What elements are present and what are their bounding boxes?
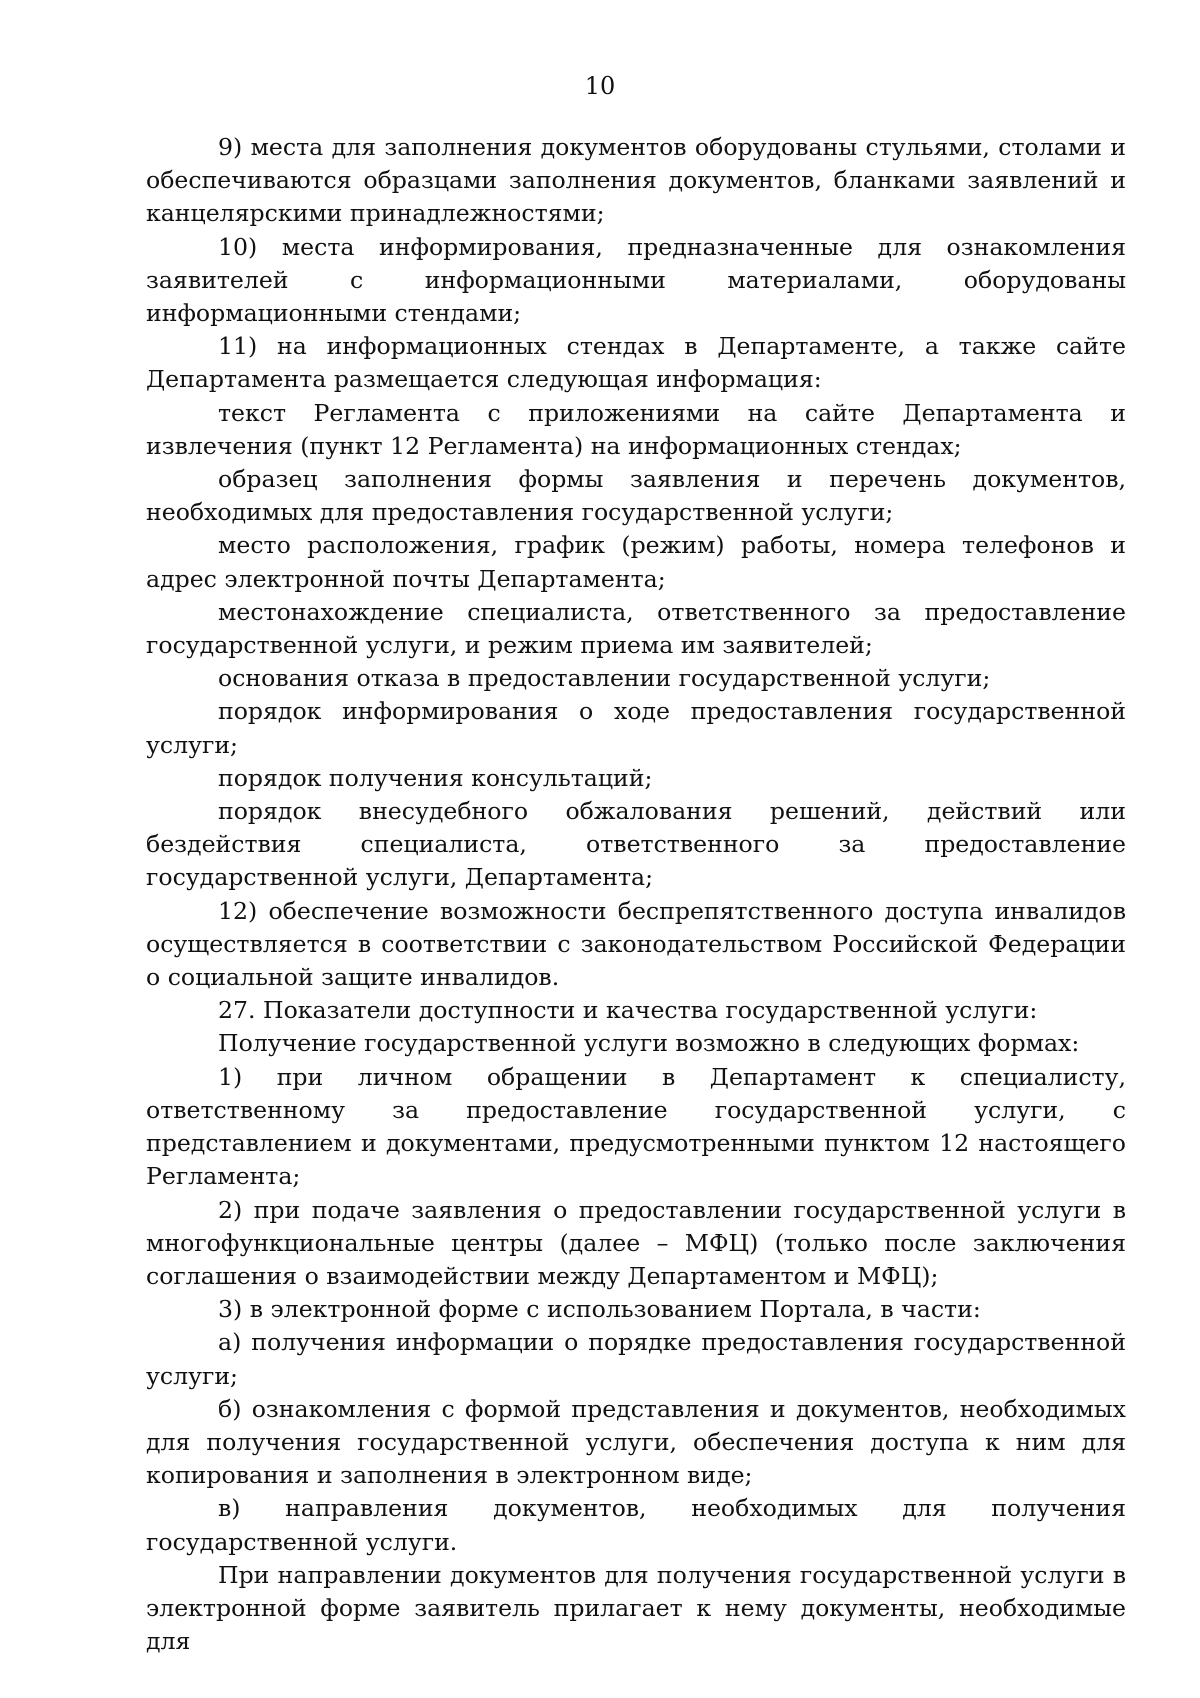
document-body bbox=[146, 131, 1126, 1658]
info-list-item-refusal-grounds: основания отказа в предоставлении государственной услуги; bbox=[218, 664, 991, 693]
info-list-item-appeal-procedure: порядок внесудебного обжалования решений, действий или бездействия специалиста, ответственного за предоставление государственной услуги, Департамента; bbox=[146, 797, 1126, 892]
service-form-item-2: 2) при подаче заявления о предоставлении государственной услуги в многофункциональные центры (далее – МФЦ) (только после заключения соглашения о взаимодействии между Департаментом и МФЦ); bbox=[146, 1195, 1126, 1290]
service-forms-intro: Получение государственной услуги возможно в следующих формах: bbox=[218, 1029, 1080, 1058]
paragraph-item-12: 12) обеспечение возможности беспрепятственного доступа инвалидов осуществляется в соответствии с законодательством Российской Федерации о социальной защите инвалидов. bbox=[146, 896, 1126, 992]
service-form-item-1: 1) при личном обращении в Департамент к специалисту, ответственному за предоставление государственной услуги, с представлением и документами, предусмотренными пунктом 12 настоящего Регламента; bbox=[146, 1062, 1126, 1191]
paragraph-item-11: 11) на информационных стендах в Департаменте, а также сайте Департамента размещается следующая информация: bbox=[146, 332, 1126, 394]
info-list-item-consultations: порядок получения консультаций; bbox=[218, 763, 653, 792]
portal-subitem-v: в) направления документов, необходимых для получения государственной услуги. bbox=[146, 1494, 1126, 1556]
section-27-heading: 27. Показатели доступности и качества государственной услуги: bbox=[218, 996, 1038, 1025]
paragraph-item-10: 10) места информирования, предназначенные для ознакомления заявителей с информационными материалами, оборудованы информационными стендами; bbox=[146, 232, 1126, 328]
info-list-item-specialist-location: местонахождение специалиста, ответственного за предоставление государственной услуги, и режим приема им заявителей; bbox=[146, 597, 1126, 660]
info-list-item-progress-info: порядок информирования о ходе предоставления государственной услуги; bbox=[146, 697, 1126, 759]
electronic-submission-paragraph: При направлении документов для получения государственной услуги в электронной форме заявитель прилагает к нему документы, необходимые для bbox=[146, 1560, 1126, 1656]
info-list-item-regulation-text: текст Регламента с приложениями на сайте Департамента и извлечения (пункт 12 Регламента) на информационных стендах; bbox=[146, 398, 1126, 460]
info-list-item-location-schedule: место расположения, график (режим) работы, номера телефонов и адрес электронной почты Департамента; bbox=[146, 531, 1126, 593]
page-number: 10 bbox=[584, 72, 616, 100]
service-form-item-3: 3) в электронной форме с использованием Портала, в части: bbox=[218, 1295, 981, 1324]
info-list-item-application-sample: образец заполнения формы заявления и перечень документов, необходимых для предоставления государственной услуги; bbox=[146, 465, 1126, 527]
paragraph-item-9: 9) места для заполнения документов оборудованы стульями, столами и обеспечиваются образцами заполнения документов, бланками заявлений и канцелярскими принадлежностями; bbox=[146, 133, 1126, 228]
portal-subitem-b: б) ознакомления с формой представления и документов, необходимых для получения государственной услуги, обеспечения доступа к ним для копирования и заполнения в электронном виде; bbox=[146, 1394, 1126, 1490]
portal-subitem-a: а) получения информации о порядке предоставления государственной услуги; bbox=[146, 1328, 1126, 1390]
